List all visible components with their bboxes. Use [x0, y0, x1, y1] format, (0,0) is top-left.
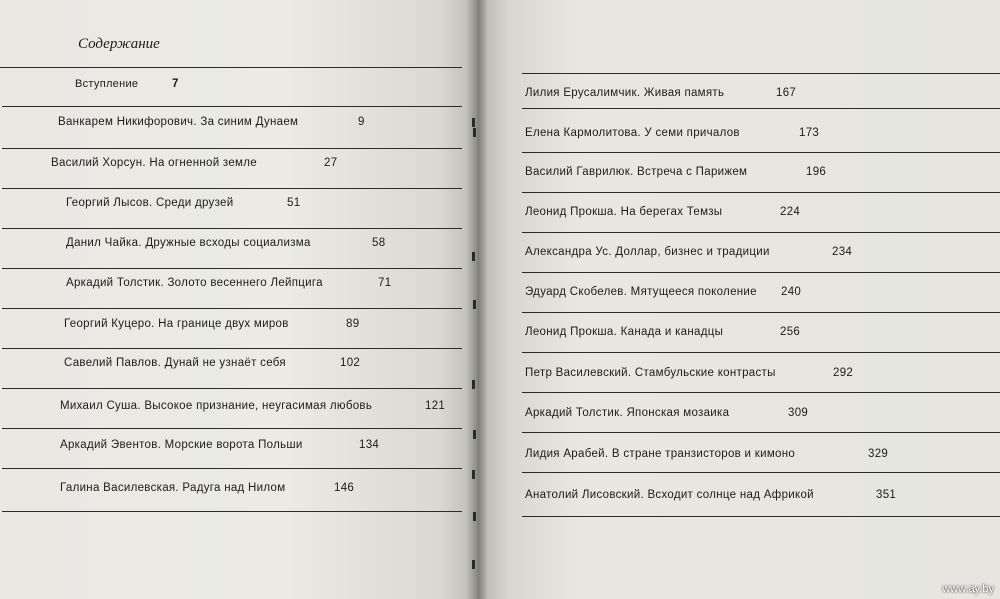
toc-entry [525, 407, 809, 419]
divider-line [522, 152, 1000, 153]
toc-entry [60, 482, 355, 494]
toc-entry-page: 292 [833, 367, 854, 379]
toc-entry-title: Петр Василевский. Стамбульские контрасты [525, 367, 776, 379]
binding-stitch [473, 128, 476, 137]
divider-line [522, 232, 1000, 233]
toc-entry-page: 71 [378, 277, 392, 289]
toc-entry [60, 439, 380, 451]
divider-line [522, 192, 1000, 193]
toc-entry-title: Елена Кармолитова. У семи причалов [525, 127, 740, 139]
toc-entry-title: Лилия Ерусалимчик. Живая память [525, 87, 725, 99]
divider-line [522, 516, 1000, 517]
divider-line [522, 472, 1000, 473]
divider-line [522, 312, 1000, 313]
binding-stitch [473, 430, 476, 439]
toc-entry-title: Аркадий Эвентов. Морские ворота Польши [60, 439, 303, 451]
toc-entry [525, 127, 820, 139]
toc-entry [525, 87, 797, 99]
toc-entry-page: 51 [287, 197, 301, 209]
book-gutter [466, 0, 488, 599]
toc-entry-title: Савелий Павлов. Дунай не узнаёт себя [64, 357, 286, 369]
toc-entry-title: Василий Гаврилюк. Встреча с Парижем [525, 166, 748, 178]
left-page [0, 0, 478, 599]
contents-heading: Содержание [78, 36, 160, 52]
binding-stitch [472, 470, 475, 479]
divider-line [2, 511, 462, 512]
toc-entry-title: Данил Чайка. Дружные всходы социализма [66, 237, 311, 249]
toc-entry [51, 157, 338, 169]
toc-entry-title: Галина Василевская. Радуга над Нилом [60, 482, 286, 494]
binding-stitch [473, 512, 476, 521]
toc-entry [75, 78, 179, 90]
toc-entry-title: Михаил Суша. Высокое признание, неугасимая любовь [60, 400, 373, 412]
toc-entry-title: Ванкарем Никифорович. За синим Дунаем [58, 116, 299, 128]
toc-entry-page: 58 [372, 237, 386, 249]
toc-entry-page: 134 [359, 439, 380, 451]
divider-line [522, 108, 1000, 109]
toc-entry-title: Аркадий Толстик. Японская мозаика [525, 407, 730, 419]
toc-entry-page: 240 [781, 286, 802, 298]
toc-entry-page: 234 [832, 246, 853, 258]
toc-entry-page: 173 [799, 127, 820, 139]
toc-entry [525, 286, 802, 298]
watermark: www.ay.by [942, 583, 994, 595]
toc-entry [525, 448, 889, 460]
divider-line [2, 148, 462, 149]
binding-stitch [472, 560, 475, 569]
divider-line [2, 188, 462, 189]
toc-entry-page: 224 [780, 206, 801, 218]
toc-entry [66, 237, 386, 249]
binding-stitch [472, 380, 475, 389]
toc-entry-page: 121 [425, 400, 446, 412]
divider-line [0, 67, 462, 68]
toc-entry [58, 116, 365, 128]
divider-line [522, 272, 1000, 273]
divider-line [2, 468, 462, 469]
divider-line [522, 352, 1000, 353]
toc-entry-page: 102 [340, 357, 361, 369]
toc-entry-title: Георгий Куцеро. На границе двух миров [64, 318, 289, 330]
binding-stitch [473, 300, 476, 309]
toc-entry-title: Леонид Прокша. На берегах Темзы [525, 206, 723, 218]
toc-entry [525, 206, 801, 218]
toc-entry-title: Александра Ус. Доллар, бизнес и традиции [525, 246, 770, 258]
toc-entry [525, 246, 853, 258]
toc-entry-page: 146 [334, 482, 355, 494]
toc-entry-title: Леонид Прокша. Канада и канадцы [525, 326, 724, 338]
divider-line [522, 392, 1000, 393]
toc-entry-page: 329 [868, 448, 889, 460]
toc-entry-title: Василий Хорсун. На огненной земле [51, 157, 257, 169]
divider-line [2, 388, 462, 389]
divider-line [522, 432, 1000, 433]
toc-entry-page: 167 [776, 87, 797, 99]
binding-stitch [472, 118, 475, 127]
toc-entry-title: Анатолий Лисовский. Всходит солнце над Африкой [525, 489, 814, 501]
toc-entry-title: Георгий Лысов. Среди друзей [66, 197, 234, 209]
toc-entry-title: Аркадий Толстик. Золото весеннего Лейпцига [66, 277, 323, 289]
divider-line [522, 73, 1000, 74]
divider-line [2, 268, 462, 269]
divider-line [2, 228, 462, 229]
toc-entry-page: 9 [358, 116, 365, 128]
toc-entry-title: Эдуард Скобелев. Мятущееся поколение [525, 286, 757, 298]
toc-entry [60, 400, 446, 412]
toc-entry-page: 309 [788, 407, 809, 419]
toc-entry [66, 197, 301, 209]
divider-line [2, 106, 462, 107]
toc-entry-title: Вступление [75, 78, 139, 90]
toc-entry [525, 166, 827, 178]
toc-entry-page: 27 [324, 157, 338, 169]
toc-entry-page: 256 [780, 326, 801, 338]
toc-entry [525, 326, 801, 338]
divider-line [2, 308, 462, 309]
divider-line [2, 348, 462, 349]
toc-entry [64, 357, 361, 369]
toc-entry [525, 367, 854, 379]
toc-entry [66, 277, 392, 289]
binding-stitch [472, 252, 475, 261]
toc-entry [525, 489, 897, 501]
toc-entry-page: 7 [172, 78, 179, 90]
divider-line [2, 428, 462, 429]
toc-entry-title: Лидия Арабей. В стране транзисторов и кимоно [525, 448, 796, 460]
toc-entry-page: 89 [346, 318, 360, 330]
toc-entry-page: 196 [806, 166, 827, 178]
toc-entry [64, 318, 360, 330]
toc-entry-page: 351 [876, 489, 897, 501]
